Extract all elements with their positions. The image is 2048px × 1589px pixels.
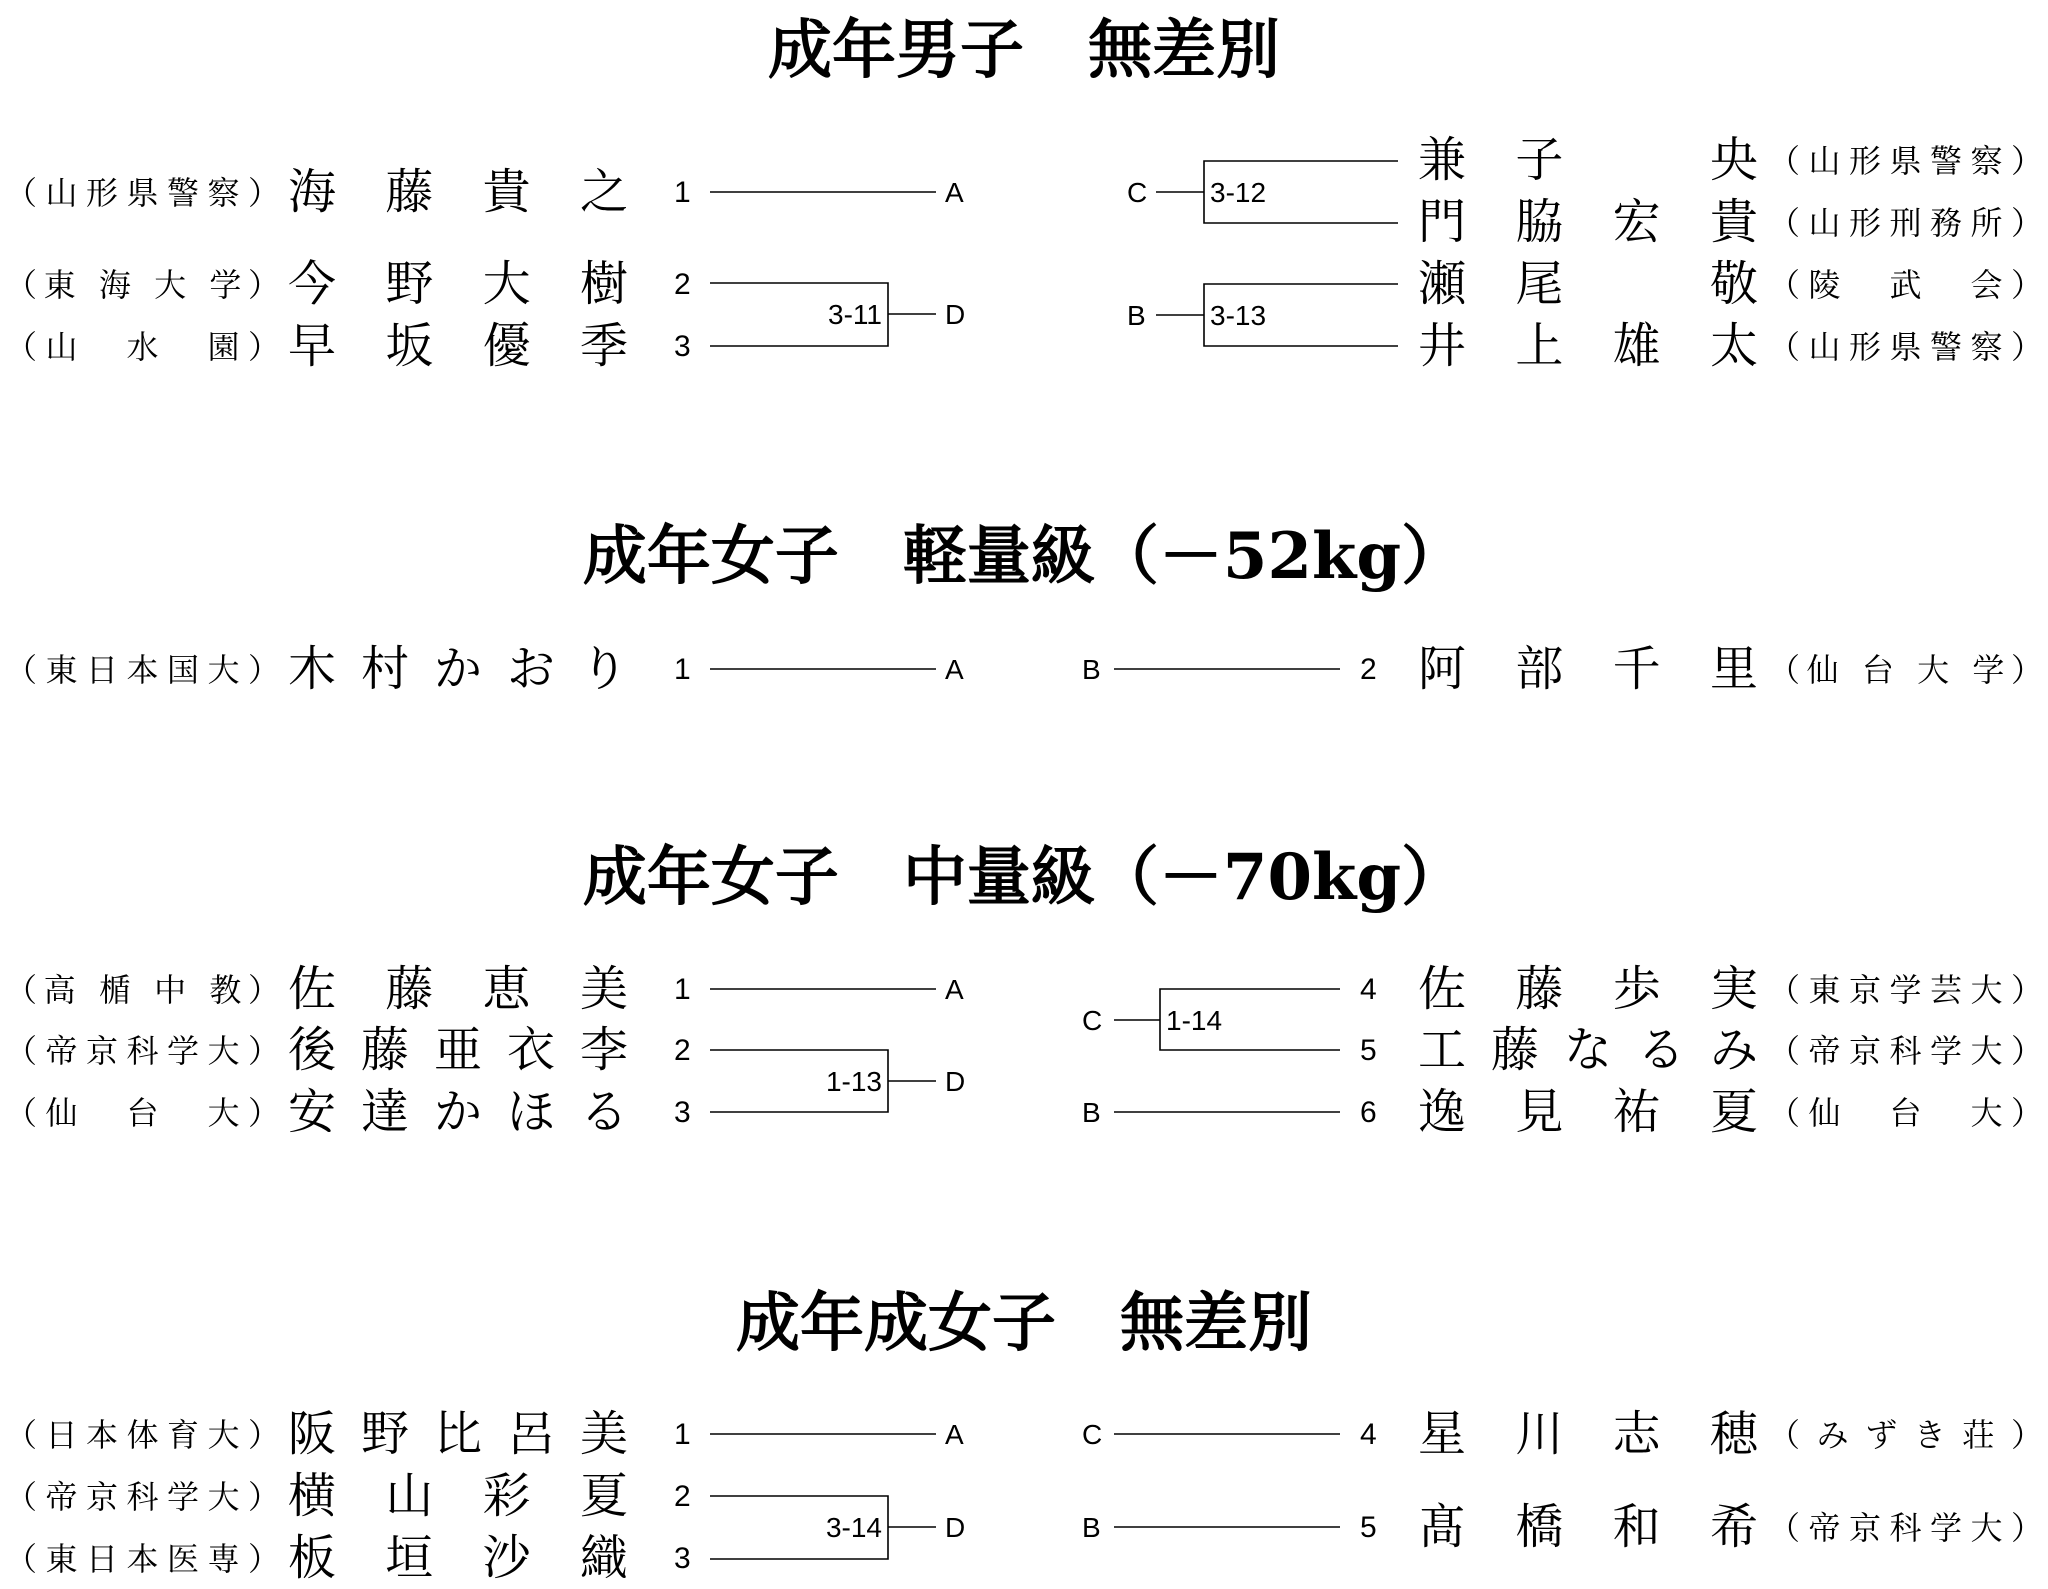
seed-number: 1 bbox=[674, 653, 691, 686]
pool-label-c: C bbox=[1082, 1419, 1103, 1450]
left-entry bbox=[5, 961, 691, 1017]
right-entry bbox=[1418, 256, 2043, 312]
pool-label-b: B bbox=[1082, 1512, 1101, 1543]
pool-label-a: A bbox=[945, 654, 964, 685]
competitor-name: 横山彩夏 bbox=[288, 1468, 628, 1524]
left-entry bbox=[5, 1406, 691, 1462]
match-number: 3-12 bbox=[1210, 177, 1267, 208]
left-entry bbox=[5, 164, 691, 220]
seed-number: 1 bbox=[674, 1418, 691, 1451]
competitor-name: 兼子 央 bbox=[1418, 132, 1758, 188]
affiliation: （帝京科学大） bbox=[5, 1032, 280, 1070]
competitor-name: 星川志穂 bbox=[1418, 1406, 1758, 1462]
pool-label-d: D bbox=[945, 1066, 966, 1097]
competitor-name: 瀬尾 敬 bbox=[1418, 256, 1758, 312]
affiliation: （山形県警察） bbox=[5, 174, 280, 212]
pool-label-c: C bbox=[1127, 177, 1148, 208]
competitor-name: 早坂優季 bbox=[288, 318, 628, 374]
competitor-name: 阪野比呂美 bbox=[288, 1406, 628, 1462]
match-number: 1-14 bbox=[1166, 1005, 1223, 1036]
competitor-name: 門脇宏貴 bbox=[1418, 194, 1758, 250]
affiliation: （みずき荘） bbox=[1768, 1416, 2043, 1454]
section-title: 成年成女子 無差別 bbox=[736, 1286, 1312, 1361]
pool-label-b: B bbox=[1127, 300, 1146, 331]
competitor-name: 木村かおり bbox=[288, 641, 628, 697]
competitor-name: 板垣沙織 bbox=[288, 1530, 628, 1586]
seed-number: 1 bbox=[674, 973, 691, 1006]
left-entry bbox=[5, 1530, 691, 1586]
section-title: 成年男子 無差別 bbox=[768, 13, 1280, 88]
pool-label-d: D bbox=[945, 299, 966, 330]
competitor-name: 後藤亜衣李 bbox=[288, 1022, 628, 1078]
affiliation: （帝京科学大） bbox=[5, 1478, 280, 1516]
affiliation: （帝京科学大） bbox=[1768, 1032, 2043, 1070]
seed-number: 2 bbox=[674, 268, 691, 301]
right-entry bbox=[1360, 641, 2043, 697]
seed-number: 5 bbox=[1360, 1034, 1377, 1067]
left-entry bbox=[5, 256, 691, 312]
left-entry bbox=[5, 318, 691, 374]
affiliation: （東日本国大） bbox=[5, 651, 280, 689]
pool-label-c: C bbox=[1082, 1005, 1103, 1036]
right-entry bbox=[1360, 1499, 2043, 1555]
seed-number: 6 bbox=[1360, 1096, 1377, 1129]
competitor-name: 井上雄太 bbox=[1418, 318, 1758, 374]
competitor-name: 海藤貴之 bbox=[288, 164, 628, 220]
match-number: 1-13 bbox=[825, 1066, 882, 1097]
seed-number: 5 bbox=[1360, 1511, 1377, 1544]
pool-label-a: A bbox=[945, 974, 964, 1005]
section-title: 成年女子 軽量級（－52kg） bbox=[582, 519, 1466, 594]
right-entry bbox=[1360, 1406, 2043, 1462]
match-number: 3-14 bbox=[825, 1512, 882, 1543]
section-title: 成年女子 中量級（－70kg） bbox=[582, 840, 1466, 915]
affiliation: （山形県警察） bbox=[1768, 142, 2043, 180]
affiliation: （東京学芸大） bbox=[1768, 971, 2043, 1009]
affiliation: （山 水 園） bbox=[5, 328, 280, 366]
competitor-name: 阿部千里 bbox=[1418, 641, 1758, 697]
right-entry bbox=[1360, 1022, 2043, 1078]
pool-label-a: A bbox=[945, 1419, 964, 1450]
affiliation: （仙 台 大） bbox=[1768, 1094, 2043, 1132]
affiliation: （東日本医専） bbox=[5, 1540, 280, 1578]
affiliation: （山形刑務所） bbox=[1768, 204, 2043, 242]
left-entry bbox=[5, 1084, 691, 1140]
affiliation: （高 楯 中 教） bbox=[5, 971, 280, 1009]
competitor-name: 今野大樹 bbox=[288, 256, 628, 312]
competitor-name: 逸見祐夏 bbox=[1418, 1084, 1758, 1140]
seed-number: 3 bbox=[674, 1542, 691, 1575]
right-entry bbox=[1360, 961, 2043, 1017]
competitor-name: 工藤なるみ bbox=[1418, 1022, 1758, 1078]
affiliation: （山形県警察） bbox=[1768, 328, 2043, 366]
competitor-name: 佐藤歩実 bbox=[1418, 961, 1758, 1017]
match-number: 3-13 bbox=[1210, 300, 1267, 331]
seed-number: 3 bbox=[674, 1096, 691, 1129]
left-entry bbox=[5, 641, 691, 697]
seed-number: 2 bbox=[674, 1034, 691, 1067]
right-entry bbox=[1418, 194, 2043, 250]
seed-number: 4 bbox=[1360, 973, 1377, 1006]
affiliation: （日本体育大） bbox=[5, 1416, 280, 1454]
affiliation: （東 海 大 学） bbox=[5, 266, 280, 304]
affiliation: （帝京科学大） bbox=[1768, 1509, 2043, 1547]
seed-number: 4 bbox=[1360, 1418, 1377, 1451]
right-entry bbox=[1418, 318, 2043, 374]
affiliation: （陵 武 会） bbox=[1768, 266, 2043, 304]
seed-number: 3 bbox=[674, 330, 691, 363]
affiliation: （仙 台 大） bbox=[5, 1094, 280, 1132]
seed-number: 1 bbox=[674, 176, 691, 209]
competitor-name: 佐藤恵美 bbox=[288, 961, 628, 1017]
match-number: 3-11 bbox=[828, 299, 882, 330]
left-entry bbox=[5, 1022, 691, 1078]
seed-number: 2 bbox=[1360, 653, 1377, 686]
pool-label-b: B bbox=[1082, 1097, 1101, 1128]
affiliation: （仙 台 大 学） bbox=[1768, 651, 2043, 689]
right-entry bbox=[1418, 132, 2043, 188]
pool-label-d: D bbox=[945, 1512, 966, 1543]
right-entry bbox=[1360, 1084, 2043, 1140]
left-entry bbox=[5, 1468, 691, 1524]
pool-label-b: B bbox=[1082, 654, 1101, 685]
competitor-name: 安達かほる bbox=[288, 1084, 628, 1140]
seed-number: 2 bbox=[674, 1480, 691, 1513]
competitor-name: 髙橋和希 bbox=[1418, 1499, 1758, 1555]
pool-label-a: A bbox=[945, 177, 964, 208]
